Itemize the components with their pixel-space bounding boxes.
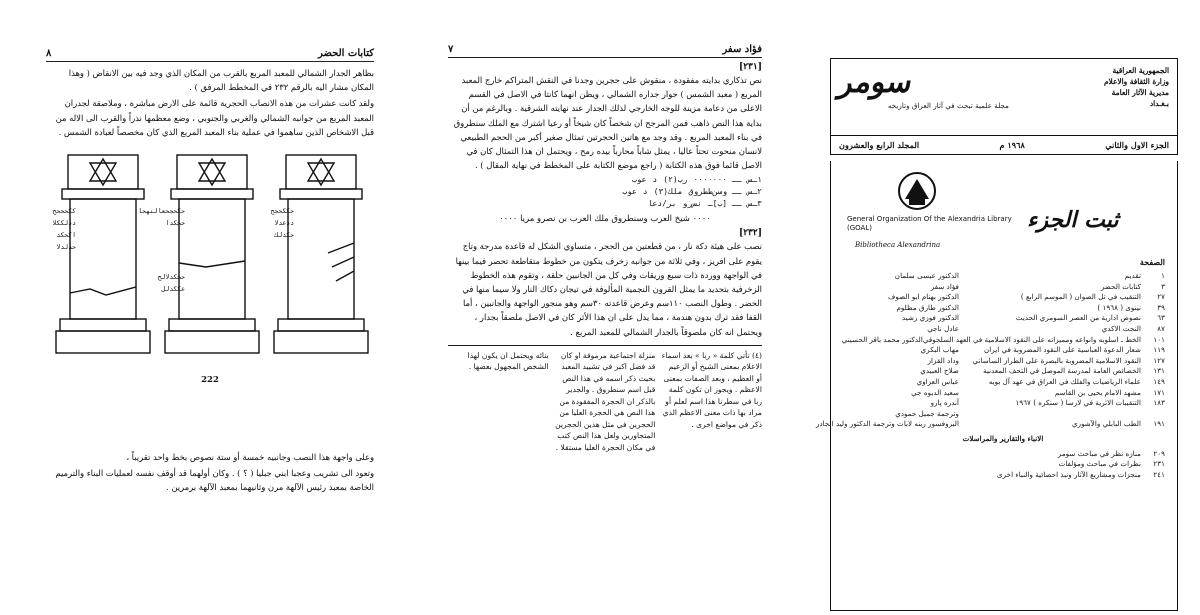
toc-page: ٦٣ (1157, 313, 1165, 323)
toc-row (841, 388, 1165, 399)
toc-author: الدكتور فوزي رشيد (902, 313, 959, 323)
journal-logo: سومر (836, 65, 916, 100)
entry-number-232: [٢٣٢] (738, 228, 762, 239)
svg-text:اكحكد: اكحكد (56, 231, 76, 240)
issue-volume: المجلد الرابع والعشرون (839, 140, 920, 150)
library-stamp-text: General Organization Of the Alexandria Library (GOAL) (847, 215, 1012, 232)
toc-row (841, 282, 1165, 293)
toc-title: الخط ـ اسلوبه وانواعه ومميزاته على النقود الاسلامية في العهد السلجوقي (922, 334, 1141, 344)
section-heading: الانباء والتقارير والمراسلات (962, 433, 1044, 443)
toc-title: التنقيبات الاثرية في لارسا ( سنكره ) ١٩٦٧ (1015, 398, 1141, 408)
svg-text:ححكدلالح: ححكدلالح (157, 273, 185, 282)
toc-page: ١٤٩ (1153, 376, 1165, 386)
line-word: ــ وسن‌ططروق (688, 187, 742, 197)
line-word: رب(٢) (663, 175, 688, 185)
inscription-line (448, 174, 762, 186)
issue-bar (830, 136, 1178, 155)
toc-page: ١٨٣ (1153, 398, 1165, 408)
toc-title: منازه نظر في مباحث سومر (1057, 448, 1141, 458)
page-column-label: الصفحة (1139, 257, 1165, 267)
left-running-header (46, 48, 374, 62)
toc-title: الطب البابلي والآشوري (1071, 419, 1141, 429)
toc-author: وداد القزاز (927, 355, 959, 365)
table-of-contents (816, 271, 1165, 480)
toc-page: ٢٤١ (1153, 469, 1165, 479)
line-word: ــ ٠٠٠٠٠٠٠ (693, 175, 742, 185)
left-paragraph-2: ولقد كانت عشرات من هذه الانصاب الحجرية قائمة على الارض مباشرة ، وملاصقة لجدران المعبد المربع من جوانبه الشمالي والغربي والجنوبي ، وضع معظمها نذراً والقرب الى الاله من قبل الاشخاص الذين ساهموا في عملية بناء المعبد المربع الذي كان مخصصاً لعبادة الشمس . (55, 98, 374, 137)
ministry-block (1104, 65, 1169, 129)
toc-row (816, 419, 1165, 430)
toc-author: فؤاد سفر (930, 281, 959, 291)
entry-number-231: [٢٣١] (738, 62, 762, 72)
journal-subtitle: مجلة علمية تبحث في آثار العراق وتاريخه (887, 101, 1009, 110)
figure-number: 222 (201, 375, 219, 386)
line-number: ١ـس (747, 175, 762, 185)
toc-page: ١٣١ (1153, 366, 1165, 376)
toc-page: ١٧١ (1153, 387, 1165, 397)
toc-row (841, 356, 1165, 367)
toc-row (841, 398, 1165, 409)
toc-row (841, 303, 1165, 314)
toc-author: عباس العزاوي (916, 376, 959, 386)
toc-page: ٢٣١ (1153, 459, 1165, 469)
toc-page: ١١٩ (1153, 345, 1165, 355)
toc-title: الخصائص العامة لمدرسة الموصل في التحف المعدنية (983, 366, 1141, 376)
svg-text:ددعدلا: ددعدلا (274, 219, 294, 228)
ministry-line: بـغـداد (1149, 99, 1169, 108)
toc-row (841, 366, 1165, 377)
middle-page-number: ٧ (448, 44, 454, 55)
left-bottom-paragraph-2: وتعود الى تشريب وعجبا ابني جبليا ( ؟ ) . وكان أولهما قد أوقف نفسه لعمليات البناء والترميم الخاصة بمعبد رئيس الآلهة مرن وثانيهما بمعبد الآلهة برمرين . (55, 468, 374, 493)
toc-title: نينوى ( ١٩٦٨ ) (1097, 302, 1141, 312)
toc-title: نظرات في مباحث ومؤلفات (1058, 459, 1141, 469)
toc-author: الدكتور عيسى سلمان (894, 271, 959, 280)
toc-title: تقديم (1124, 271, 1141, 280)
toc-page (1145, 409, 1165, 420)
toc-title: النقود الاسلامية المضروبة بالبصرة على الطراز الساساني (972, 355, 1141, 365)
toc-row (841, 470, 1165, 481)
toc-author: وترجمة جميل حمودي (895, 408, 959, 418)
entry-231-text: نص تذكاري بدايته مفقودة ، منقوش على حجرين وجدنا في النقش المتراكم خارج المعبد المربع ( معبد الشمس ) جوار جداره الشمالي ، ويظن انهما كانتا في الاصل في القسم الاعلى من دعامة مزينة للوجه الخارجي لذلك الجدار عند نهايته الشرقية . وبالرغم من أن بداية هذا النص ذاهب فمن المرجح ان شخصاً كان شيخاً أو رعيا اشترك مع الملك سنطروق في بناء المعبد المربع . وقد وجد مع هاتين الحجرتين تمثال صغير أكبر من الحجم الطبيعي لانسان منحوت تحتاً عاليا ، يمثل شاباً محارباً بيده رمح ، ويحتمل ان هذا التمثال كان في الاصل قائما فوق هذه الكتابة ( راجع موضع الكتابة على المخطط في نهاية المقال ) . (453, 75, 762, 171)
toc-page: ١٠١ (1153, 334, 1165, 344)
toc-author: الدكتور محمد باقر الحسيني (841, 334, 923, 344)
toc-title: منجزات ومشاريع الآثار ونبذ احصائية والنباء اخرى (997, 469, 1141, 479)
svg-text:ححكدا: ححكدا (165, 219, 185, 228)
line-word: عوب (622, 187, 637, 197)
toc-author: آندره پارو (930, 398, 959, 408)
toc-author: سعيد الديوه جي (911, 387, 959, 397)
contents-box (816, 161, 1178, 611)
inscription-transcription (448, 174, 762, 210)
toc-title: علماء الرياضيات والفلك في العراق في عهد آل بويه (988, 376, 1141, 386)
svg-text:حدلدلا: حدلدلا (56, 243, 76, 252)
toc-title (959, 409, 1145, 420)
toc-row (841, 345, 1165, 356)
line-word: د (642, 187, 648, 197)
svg-text:ككحححح: ككحححح (52, 207, 76, 216)
line-word: ملك(٣) (653, 187, 683, 197)
toc-row (841, 271, 1165, 282)
toc-title: نصوص ادارية من العصر السومري الحديث (1015, 313, 1141, 323)
toc-author: البروفسور رينه لابات وترجمة الدكتور وليد الجادر (816, 419, 959, 429)
library-emblem-icon (887, 169, 947, 215)
middle-page (420, 0, 790, 615)
svg-text:ددلككلا: ددلككلا (52, 219, 76, 228)
toc-page: ٢٧ (1157, 292, 1165, 302)
left-page (0, 0, 408, 615)
svg-text:حكدلك: حكدلك (274, 231, 294, 240)
line-word: نس‌رو (682, 199, 702, 209)
toc-title: كتابات الحضر (1100, 281, 1141, 291)
toc-page: ١٢٧ (1153, 355, 1165, 365)
left-page-number: ٨ (46, 48, 52, 59)
toc-row (841, 335, 1165, 346)
toc-page: ٨٧ (1157, 323, 1165, 333)
inscription-translation: ٠٠٠٠ شيخ العرب وسنطروق ملك العرب بن نصرو مريا ٠٠٠٠ (499, 214, 711, 225)
issue-year: ١٩٦٨ م (999, 140, 1025, 150)
toc-title: شعار الدعوة العباسية على النقود المضروبة في ايران (983, 345, 1141, 355)
entry-232-text: نصب على هيئة دكة نار ، من قطعتين من الحجر ، متساوي الشكل له قاعدة مدرجة وتاج يقوم على افريز ، وفي ثلاثة من جوانبه زخرف يتكون من خطوط متقاطعة تحصر فيما بينها في الواجهة ووردة ذات سبع وريقات وفي كل من الجانبين حلقة ، وتقوم هذه الخطوط الزخرفية بتحديد ما يمثل القرون النجمية المألوفة في تيجان دكاك النار ولا سيما منها في الحضر . وطول النصب ١١٠سم وعرض قاعدته ٣٠سم وهو منجور الواجهة والجانبين ، أما القفا فقد ترك بدون هندمة ، مما يدل على ان هذا الأثر كان في الاصل ملصقاً بجدار ، ويحتمل انه كان ملصوقاً بالجدار الشمالي للمعبد المربع . (455, 241, 762, 337)
cover-masthead (830, 58, 1178, 136)
left-paragraph-1: بظاهر الجدار الشمالي للمعبد المربع بالقرب من المكان الذي وجد فيه بين الانقاض ( وهذا المكان مشار اليه بالرقم ٢٣٢ في المخطط المرفق ) . (68, 68, 374, 93)
toc-row (841, 377, 1165, 388)
svg-text:حكحجحعالتهحا: حكحجحعالتهحا (138, 207, 185, 216)
toc-page: ٢٠٩ (1153, 448, 1165, 458)
inscription-line (448, 198, 762, 210)
toc-author: الدكتور طارق مظلوم (896, 302, 959, 312)
inscription-line (448, 186, 762, 198)
toc-title: التنقيب في تل الصوان ( الموسم الرابع ) (1020, 292, 1141, 302)
toc-author: مهاب البكري (920, 345, 959, 355)
toc-row (841, 313, 1165, 324)
footnote-end: بنائه ويحتمل ان يكون لهذا الشخص المجهول بعضها . (467, 350, 549, 372)
line-word: د (652, 175, 658, 185)
toc-row (841, 292, 1165, 303)
line-number: ٣ـس (747, 199, 762, 209)
toc-title: النحت الاكدي (1101, 323, 1141, 333)
toc-author: صلاح العبيدي (920, 366, 959, 376)
left-bottom-paragraph-1: وعلى واجهة هذا النصب وجانبيه خمسة أو ستة نصوص بخط واحد تقريباً ، (126, 452, 374, 462)
toc-author: عادل ناجي (927, 323, 959, 333)
contents-heading: ثبت الجزء (1027, 207, 1119, 233)
toc-author: الدكتور بهنام ابو الصوف (887, 292, 959, 302)
logo-block (836, 65, 1009, 129)
middle-header-author: فؤاد سفر (722, 44, 762, 55)
left-header-title: كتابات الحضر (317, 48, 374, 59)
toc-page: ١٩١ (1153, 419, 1165, 429)
footnote-continued: منزلة اجتماعية مرموقة او كان قد فضل اكبر في تشييد المعبد بحيث ذكر اسمه في هذا النص قبل اسم سنطروق . والجدير بالذكر ان الحجرة المفقودة من هذا النص هي الحجرة العليا من الحجرين في مثل هذين الحجرين المتجاورين ولعل هذا النص كتب في مكان الحجرة العليا مستقلا . (555, 350, 656, 452)
svg-text:حككحجح: حككحجح (270, 207, 294, 216)
library-stamp (847, 169, 1037, 257)
middle-running-header (448, 44, 762, 58)
toc-page: ٣ (1161, 281, 1165, 291)
line-word: عوب (631, 175, 647, 185)
toc-title: مشهد الامام يحيى بن القاسم (1054, 387, 1141, 397)
toc-row (841, 324, 1165, 335)
footnote-4: (٤) تأتي كلمة « ربا » بعد اسماء الاعلام بمعنى الشيخ أو الزعيم أو العظيم ، وبعد الصفات بمعنى الاعظم . ويجوز ان تكون كلمة ربا في سطرنا هذا اسم لعلم أو مراد بها ذات معنى الاعظم الذي ذكر في مواضع اخرى . (661, 350, 762, 429)
ministry-line: الجمهورية العراقية (1112, 66, 1169, 75)
toc-row (841, 409, 1165, 420)
altar-stones-drawing (46, 143, 374, 386)
issue-label: الجزء الاول والثاني (1105, 140, 1169, 150)
toc-row (841, 449, 1165, 460)
line-word: بر/دعا (647, 199, 677, 209)
toc-page: ٣٩ (1157, 302, 1165, 312)
toc-page: ١ (1161, 271, 1165, 280)
footnotes (448, 345, 762, 454)
toc-row (841, 459, 1165, 470)
ministry-line: وزارة الثقافة والاعلام (1103, 77, 1169, 86)
line-number: ٢ـس (747, 187, 762, 197)
ministry-line: مديرية الآثار العامة (1111, 88, 1169, 97)
svg-text:عككدلل: عككدلل (161, 285, 185, 294)
library-stamp-name: Bibliotheca Alexandrina (855, 241, 941, 249)
journal-cover (800, 0, 1200, 615)
line-word: ــ [ب]ـ (707, 199, 742, 209)
